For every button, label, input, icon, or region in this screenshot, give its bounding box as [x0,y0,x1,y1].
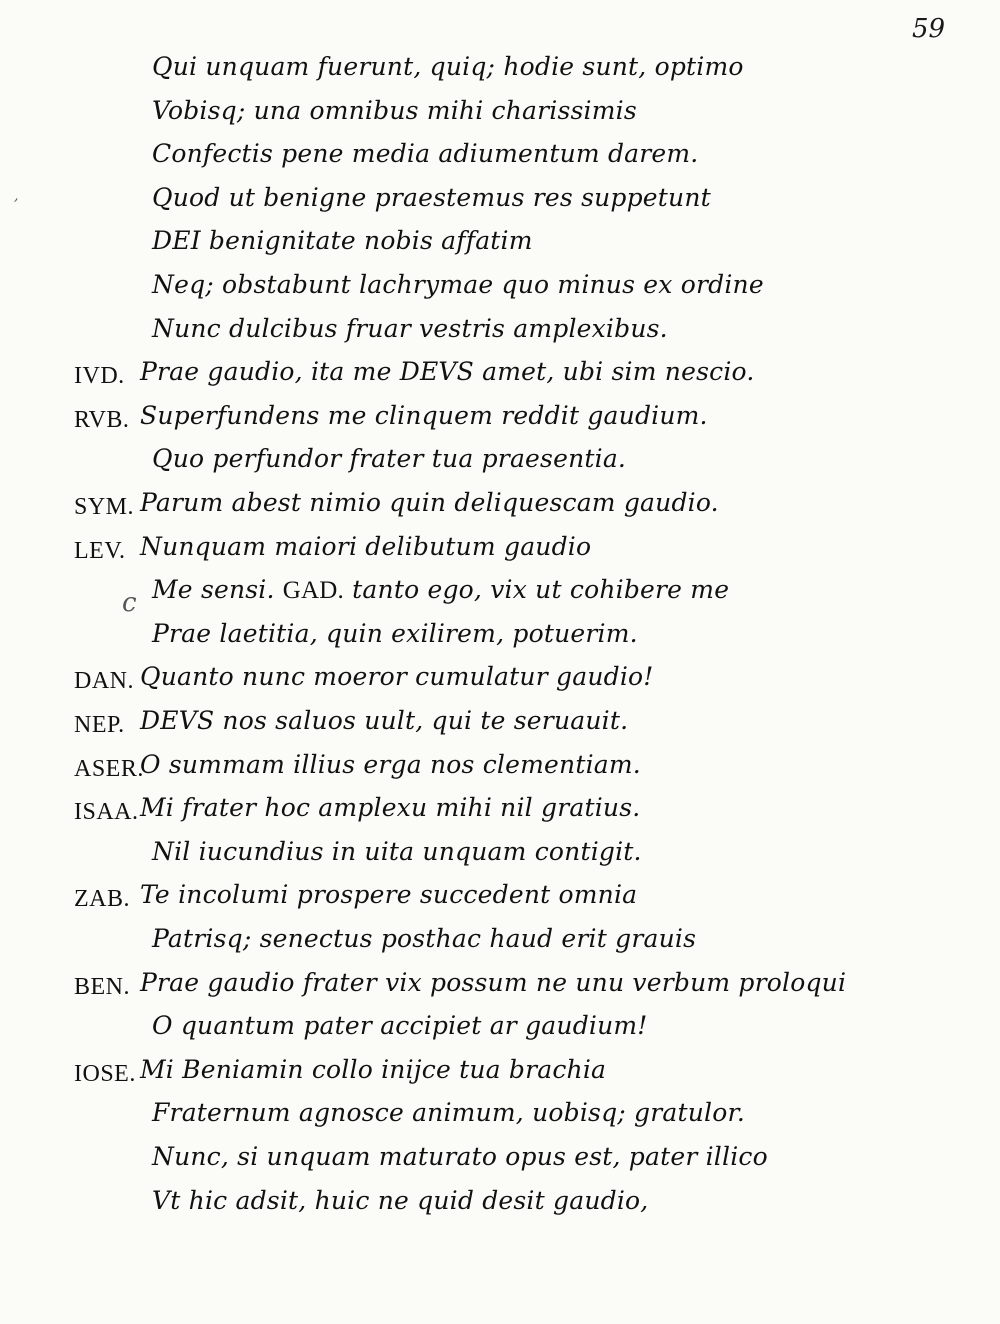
verse-text [140,880,637,909]
verse-text [152,183,711,212]
speaker-label: ZAB. [74,886,130,912]
speaker-label: ASER. [74,756,144,782]
verse-text [152,837,642,866]
verse-text-main: O summam illius erga nos clementiam. [140,750,641,779]
speaker-label: ISAA. [74,799,139,825]
verse-text [152,619,638,648]
verse-text-main: Me sensi. [152,575,275,604]
verse-text-aside: tanto ego, vix ut cohibere me [352,575,730,604]
verse-text [140,488,719,517]
verse-text-main: Vt hic adsit, huic ne quid desit gaudio, [152,1186,649,1215]
verse-line [0,96,1000,139]
margin-mark: , [14,188,19,204]
verse-line [0,1055,1000,1098]
verse-text [152,575,729,605]
verse-text-main: Mi frater hoc amplexu mihi nil gratius. [140,793,641,822]
verse-text-main: Quanto nunc moeror cumulatur gaudio! [140,662,654,691]
verse-text-main: Confectis pene media adiumentum darem. [152,139,699,168]
verse-text-main: Fraternum agnosce animum, uobisq; gratulor. [152,1098,746,1127]
verse-text [152,1011,648,1040]
verse-text-main: O quantum pater accipiet ar gaudium! [152,1011,648,1040]
verse-text-main: Parum abest nimio quin deliquescam gaudio. [140,488,719,517]
verse-text-main: Prae gaudio frater vix possum ne unu verbum proloqui [140,968,847,997]
speaker-label: NEP. [74,712,125,738]
verse-text-main: DEI benignitate nobis affatim [152,226,533,255]
verse-text [152,52,744,81]
verse-text [140,532,591,561]
verse-line [0,532,1000,575]
verse-text [140,706,628,735]
speaker-label: LEV. [74,538,126,564]
verse-text [152,226,533,255]
speaker-label: IVD. [74,363,125,389]
verse-text-main: Mi Beniamin collo inijce tua brachia [140,1055,607,1084]
verse-line [0,968,1000,1011]
verse-text [140,968,846,997]
verse-line [0,314,1000,357]
verse-text [152,1142,768,1171]
verse-text-main: Vobisq; una omnibus mihi charissimis [152,96,637,125]
verse-text-main: Nil iucundius in uita unquam contigit. [152,837,642,866]
verse-line [0,1098,1000,1141]
verse-text [140,401,708,430]
verse-line [0,619,1000,662]
verse-line [0,183,1000,226]
verse-line [0,488,1000,531]
verse-line [0,793,1000,836]
verse-text-main: Nunquam maiori delibutum gaudio [140,532,592,561]
verse-text-main: Quod ut benigne praestemus res suppetunt [152,183,711,212]
verse-line [0,52,1000,95]
margin-mark: c [122,588,137,618]
verse-line [0,750,1000,793]
verse-text-main: Qui unquam fuerunt, quiq; hodie sunt, optimo [152,52,744,81]
speaker-label: RVB. [74,407,130,433]
verse-line [0,1186,1000,1229]
verse-text-main: Quo perfundor frater tua praesentia. [152,444,627,473]
verse-text-main: Nunc, si unquam maturato opus est, pater illico [152,1142,768,1171]
folio-number: 59 [912,14,946,44]
verse-line [0,444,1000,487]
verse-line [0,924,1000,967]
verse-line [0,1011,1000,1054]
speaker-label: BEN. [74,974,130,1000]
verse-line [0,226,1000,269]
verse-text [152,1098,745,1127]
speaker-label: DAN. [74,668,134,694]
verse-line [0,575,1000,618]
verse-text-main: Patrisq; senectus posthac haud erit grauis [152,924,697,953]
verse-text-main: DEVS nos saluos uult, qui te seruauit. [140,706,629,735]
verse-text-main: Superfundens me clinquem reddit gaudium. [140,401,708,430]
speaker-label: SYM. [74,494,135,520]
verse-text-main: Prae gaudio, ita me DEVS amet, ubi sim nescio. [140,357,755,386]
verse-line [0,880,1000,923]
speaker-label-inline: GAD. [282,577,345,604]
verse-text-main: Nunc dulcibus fruar vestris amplexibus. [152,314,668,343]
verse-text [152,444,626,473]
verse-text [152,314,668,343]
verse-text [140,750,641,779]
verse-text-main: Neq; obstabunt lachrymae quo minus ex ordine [152,270,764,299]
verse-text [140,793,640,822]
verse-text-main: Prae laetitia, quin exilirem, potuerim. [152,619,638,648]
speaker-label: IOSE. [74,1061,136,1087]
verse-text [140,1055,606,1084]
verse-text-main: Te incolumi prospere succedent omnia [140,880,638,909]
verse-line [0,1142,1000,1185]
verse-line [0,357,1000,400]
verse-line [0,706,1000,749]
verse-line [0,139,1000,182]
verse-line [0,270,1000,313]
verse-text [152,96,637,125]
verse-text [140,357,755,386]
verse-text [140,662,654,691]
verse-text [152,139,698,168]
verse-text [152,1186,648,1215]
verse-line [0,837,1000,880]
verse-text [152,270,764,299]
verse-line [0,401,1000,444]
verse-text [152,924,696,953]
verse-line [0,662,1000,705]
